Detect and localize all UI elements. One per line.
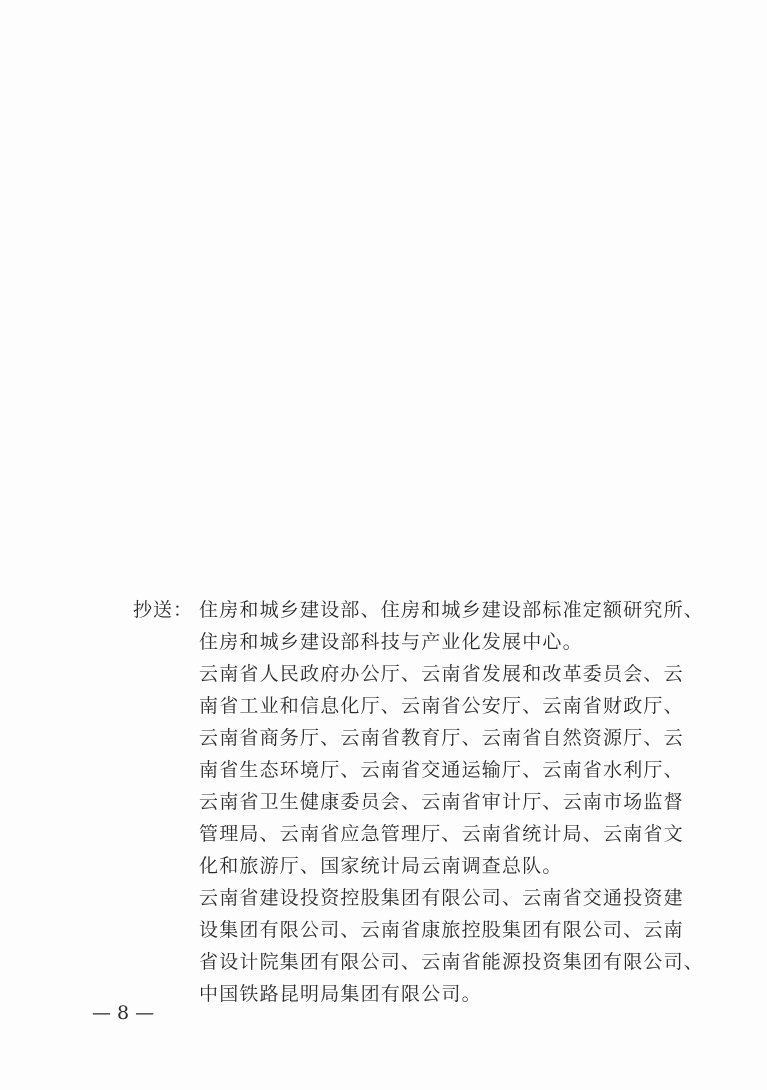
cc-row: [133, 594, 705, 1010]
cc-line: 省设计院集团有限公司、云南省能源投资集团有限公司、: [199, 951, 705, 973]
cc-group-provincial-departments: [199, 658, 704, 882]
cc-line: 中国铁路昆明局集团有限公司。: [199, 983, 482, 1005]
cc-line: 云南省商务厅、云南省教育厅、云南省自然资源厅、云: [199, 727, 684, 749]
cc-line: 南省生态环境厅、云南省交通运输厅、云南省水利厅、: [199, 759, 684, 781]
cc-line: 化和旅游厅、国家统计局云南调查总队。: [199, 855, 563, 877]
cc-line: 云南省建设投资控股集团有限公司、云南省交通投资建: [199, 887, 684, 909]
cc-line: 设集团有限公司、云南省康旅控股集团有限公司、云南: [199, 919, 684, 941]
cc-section: [133, 594, 705, 1010]
cc-line: 云南省人民政府办公厅、云南省发展和改革委员会、云: [199, 663, 684, 685]
cc-label: 抄送：: [133, 599, 194, 621]
cc-recipients: [199, 594, 704, 1010]
cc-line: 住房和城乡建设部科技与产业化发展中心。: [199, 631, 583, 653]
cc-line: 管理局、云南省应急管理厅、云南省统计局、云南省文: [199, 823, 684, 845]
page-number: — 8 —: [92, 1002, 155, 1024]
cc-group-enterprises: [199, 882, 704, 1010]
cc-group-ministry: [199, 594, 704, 658]
cc-line: 云南省卫生健康委员会、云南省审计厅、云南市场监督: [199, 791, 684, 813]
cc-line: 住房和城乡建设部、住房和城乡建设部标准定额研究所、: [199, 599, 705, 621]
cc-line: 南省工业和信息化厅、云南省公安厅、云南省财政厅、: [199, 695, 684, 717]
